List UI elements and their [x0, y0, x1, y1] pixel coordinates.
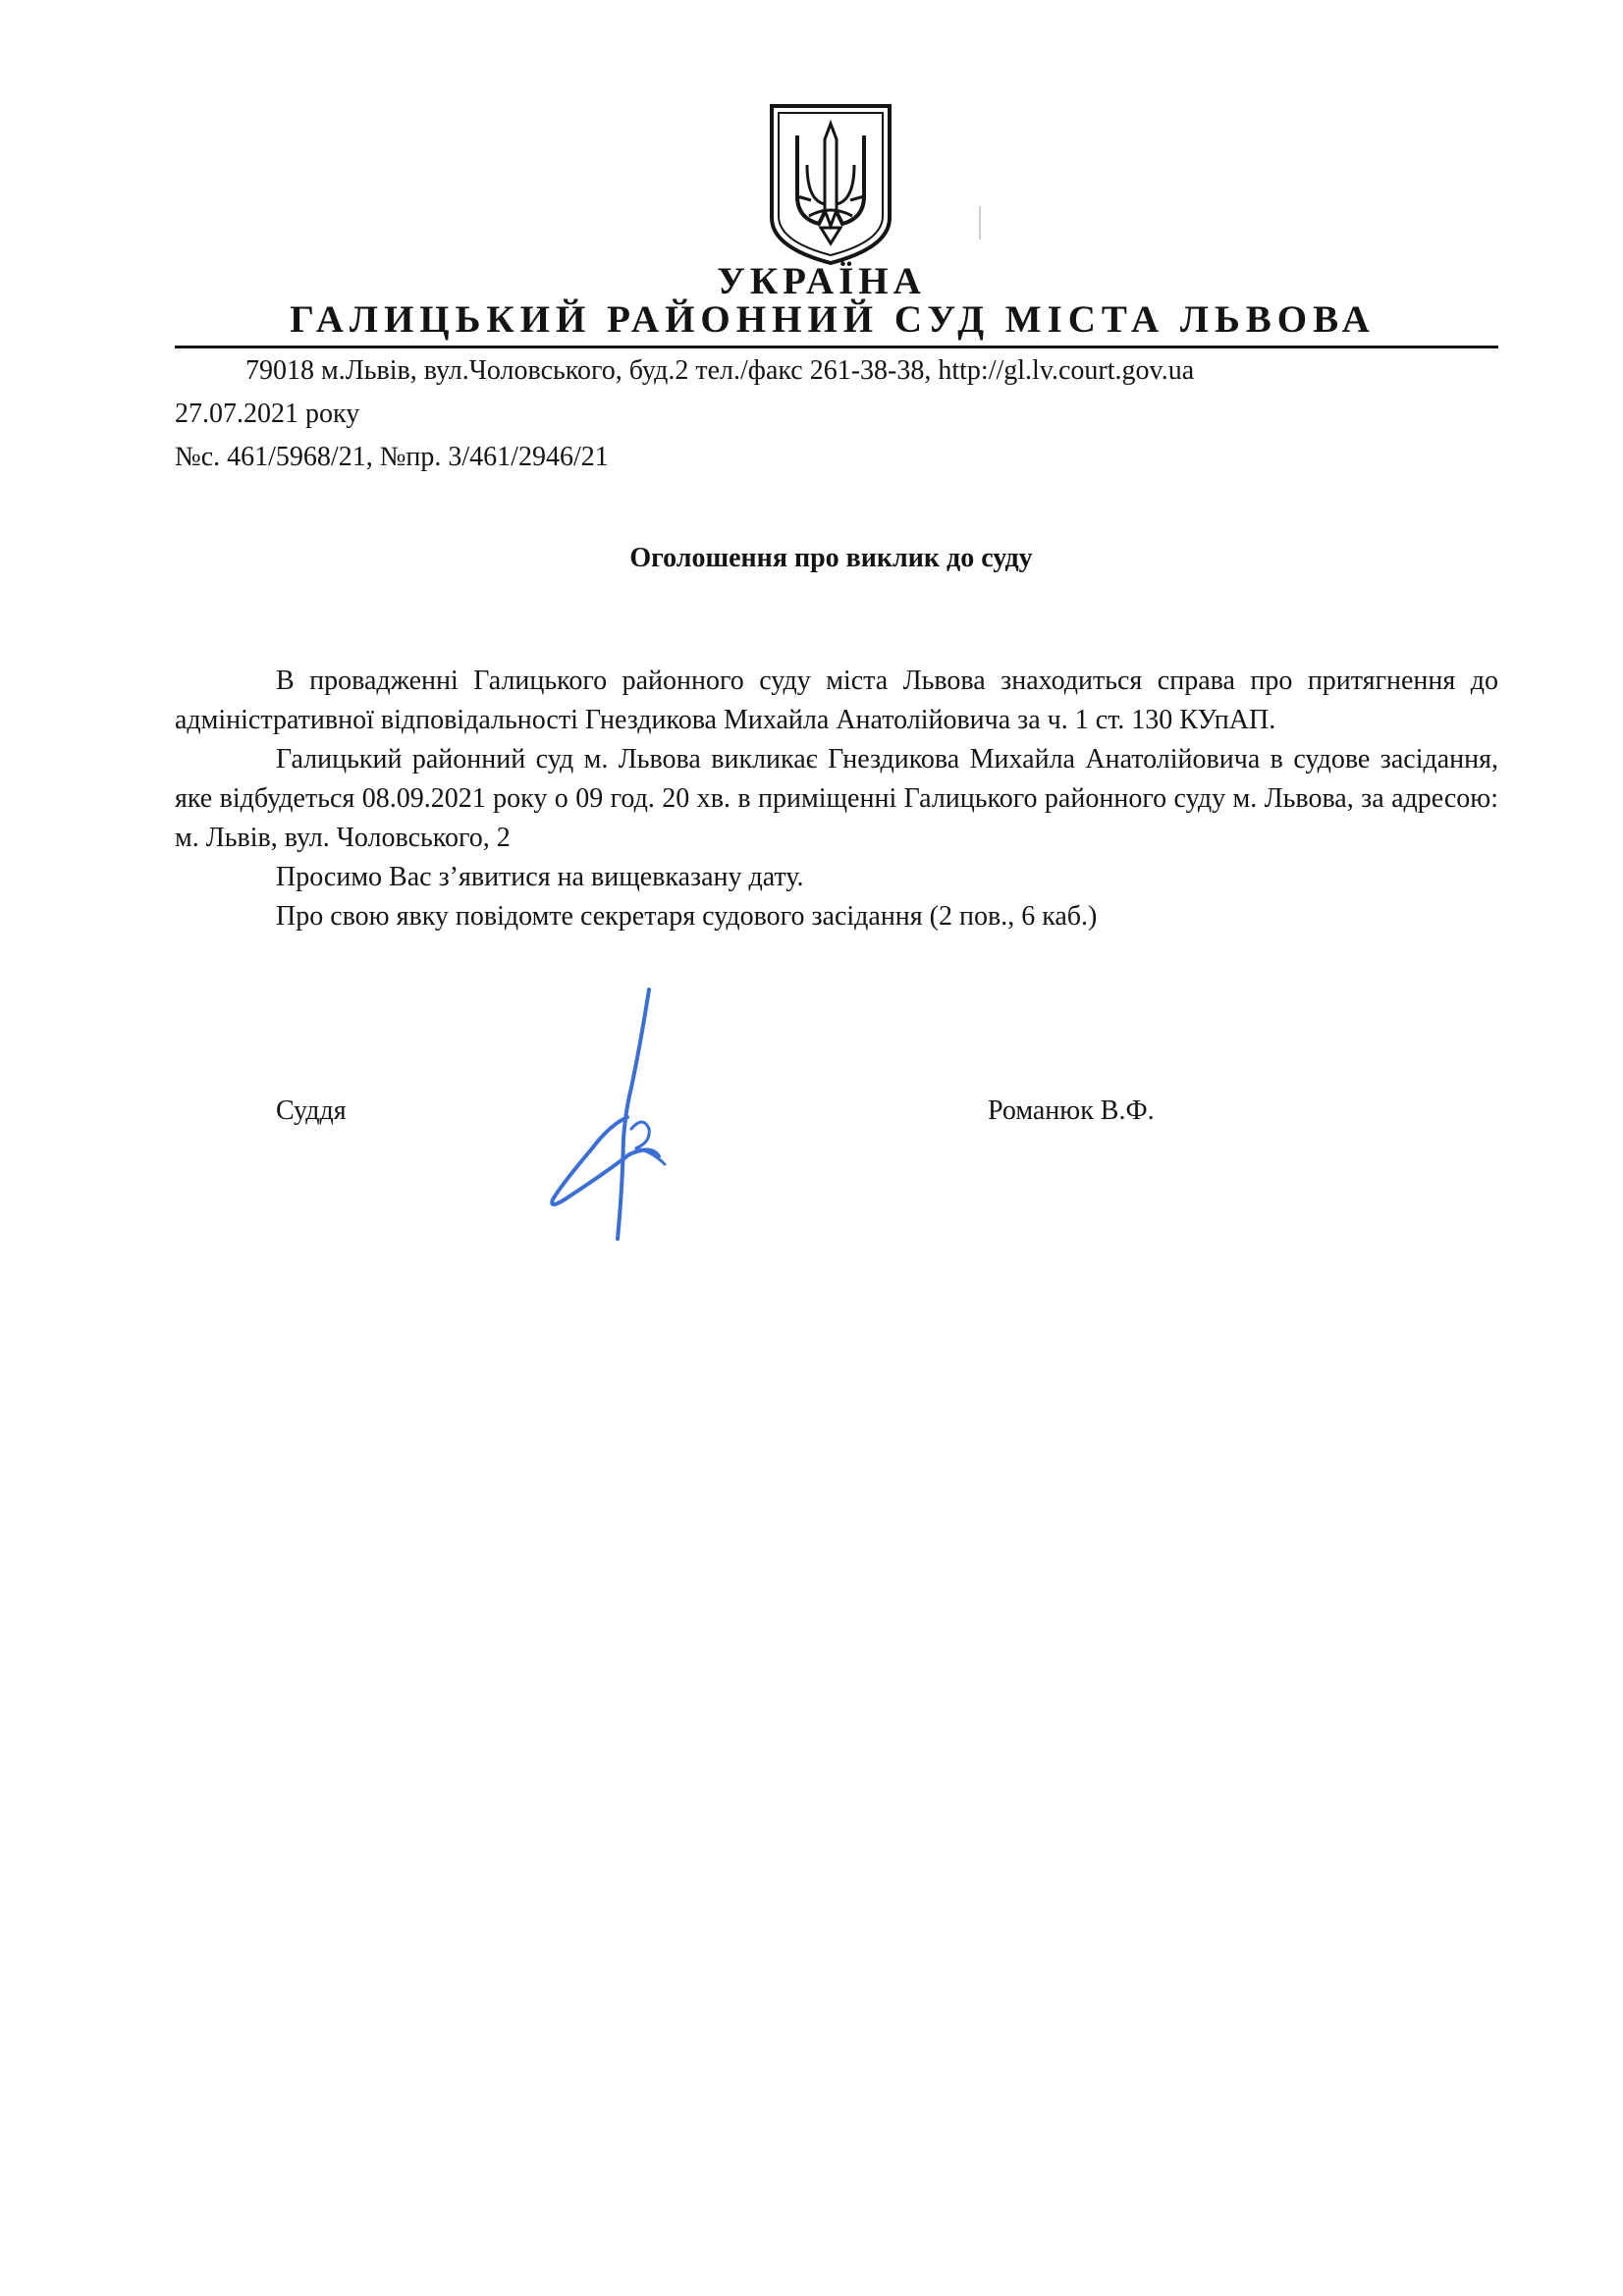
document-body — [175, 662, 1498, 936]
court-name: ГАЛИЦЬКИЙ РАЙОННИЙ СУД МІСТА ЛЬВОВА — [290, 298, 1376, 341]
paragraph-notify-secretary: Про свою явку повідомте секретаря судового засідання (2 пов., 6 каб.) — [276, 901, 1098, 932]
scan-artifact-line — [979, 206, 981, 240]
judge-role-label: Суддя — [276, 1095, 347, 1126]
document-title: Оголошення про виклик до суду — [629, 543, 1033, 573]
country-name: УКРАЇНА — [717, 260, 926, 302]
handwritten-signature — [535, 982, 682, 1247]
document-date: 27.07.2021 року — [175, 399, 360, 429]
letterhead-divider — [175, 346, 1498, 348]
paragraph-summons: Галицький районний суд м. Львова викликає Гнездикова Михайла Анатолійовича в судове засідання, яке відбудеться 08.09.2021 року о 09 год. 20 хв. в приміщенні Галицького районного суду м. Львова, за адресою: м. Львів, вул. Чоловського, 2 — [175, 744, 1498, 853]
paragraph-request: Просимо Вас з’явитися на вищевказану дату. — [276, 862, 804, 892]
paragraph-case-notice: В провадженні Галицького районного суду міста Львова знаходиться справа про притягнення до адміністративної відповідальності Гнездикова Михайла Анатолійовича за ч. 1 ст. 130 КУпАП. — [175, 666, 1498, 735]
judge-name: Романюк В.Ф. — [988, 1095, 1155, 1126]
court-address: 79018 м.Львів, вул.Чоловського, буд.2 тел./факс 261-38-38, http://gl.lv.court.gov.ua — [245, 355, 1195, 386]
case-numbers: №с. 461/5968/21, №пр. 3/461/2946/21 — [175, 442, 609, 472]
ukraine-coat-of-arms-icon — [768, 102, 893, 267]
